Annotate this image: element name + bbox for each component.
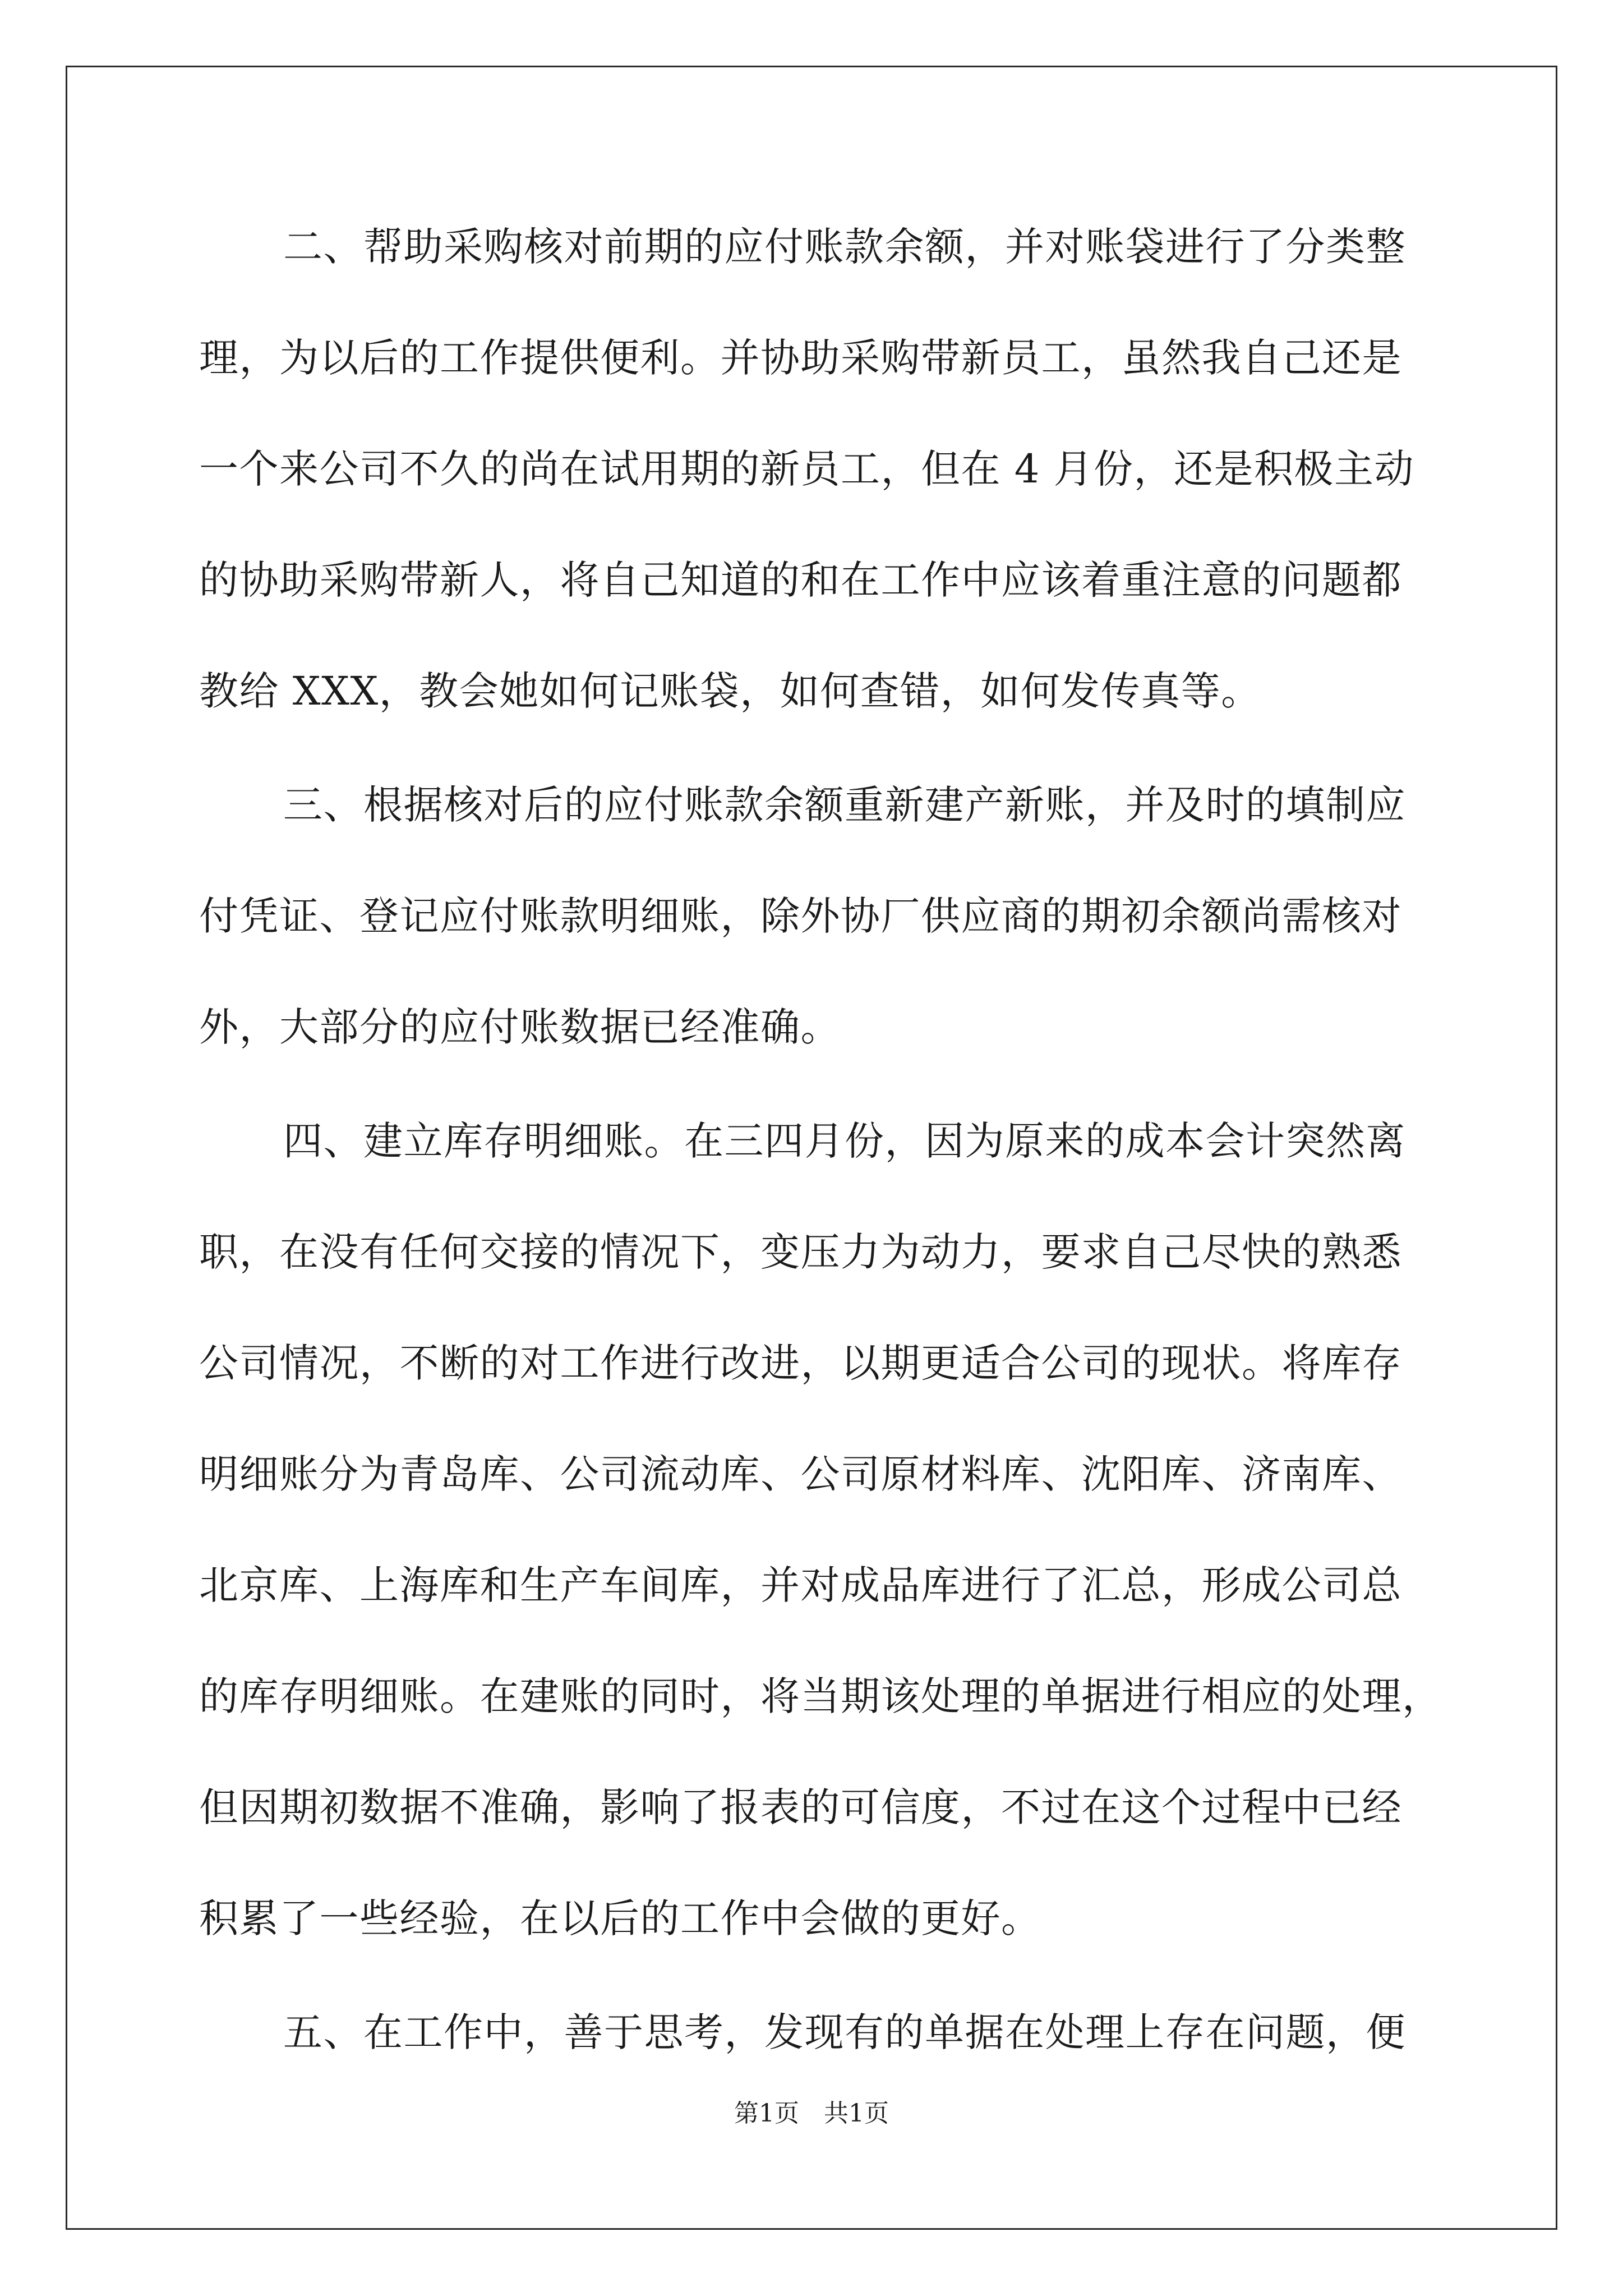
text-line: 三、根据核对后的应付账款余额重新建产新账，并及时的填制应 (283, 782, 1406, 828)
paragraph-4 (199, 1116, 1442, 2004)
text-line: 理，为以后的工作提供便利。并协助采购带新员工，虽然我自己还是 (199, 335, 1402, 381)
document-body (199, 222, 1442, 2121)
text-line: 四、建立库存明细账。在三四月份，因为原来的成本会计突然离 (283, 1118, 1406, 1164)
text-line: 北京库、上海库和生产车间库，并对成品库进行了汇总，形成公司总 (199, 1562, 1402, 1608)
text-line: 但因期初数据不准确，影响了报表的可信度，不过在这个过程中已经 (199, 1784, 1402, 1830)
text-line: 一个来公司不久的尚在试用期的新员工，但在 4 月份，还是积极主动 (199, 446, 1415, 492)
text-line: 的协助采购带新人，将自己知道的和在工作中应该着重注意的问题都 (199, 557, 1402, 603)
text-line: 外，大部分的应付账数据已经准确。 (199, 1004, 841, 1050)
text-line: 职，在没有任何交接的情况下，变压力为动力，要求自己尽快的熟悉 (199, 1229, 1402, 1275)
paragraph-2 (199, 222, 1433, 777)
text-line: 二、帮助采购核对前期的应付账款余额，并对账袋进行了分类整 (283, 224, 1406, 270)
page-footer: 第1页 共1页 (734, 2099, 889, 2128)
text-line: 付凭证、登记应付账款明细账，除外协厂供应商的期初余额尚需核对 (199, 893, 1402, 939)
text-line: 的库存明细账。在建账的同时，将当期该处理的单据进行相应的处理， (199, 1673, 1442, 1719)
text-line: 公司情况，不断的对工作进行改进，以期更适合公司的现状。将库存 (199, 1340, 1402, 1386)
text-line: 积累了一些经验，在以后的工作中会做的更好。 (199, 1895, 1041, 1941)
text-line: 教给 XXX，教会她如何记账袋，如何查错，如何发传真等。 (199, 668, 1261, 714)
paragraph-3 (199, 780, 1433, 1113)
text-line: 五、在工作中，善于思考，发现有的单据在处理上存在问题，便 (283, 2009, 1406, 2055)
text-line: 明细账分为青岛库、公司流动库、公司原材料库、沈阳库、济南库、 (199, 1451, 1402, 1497)
